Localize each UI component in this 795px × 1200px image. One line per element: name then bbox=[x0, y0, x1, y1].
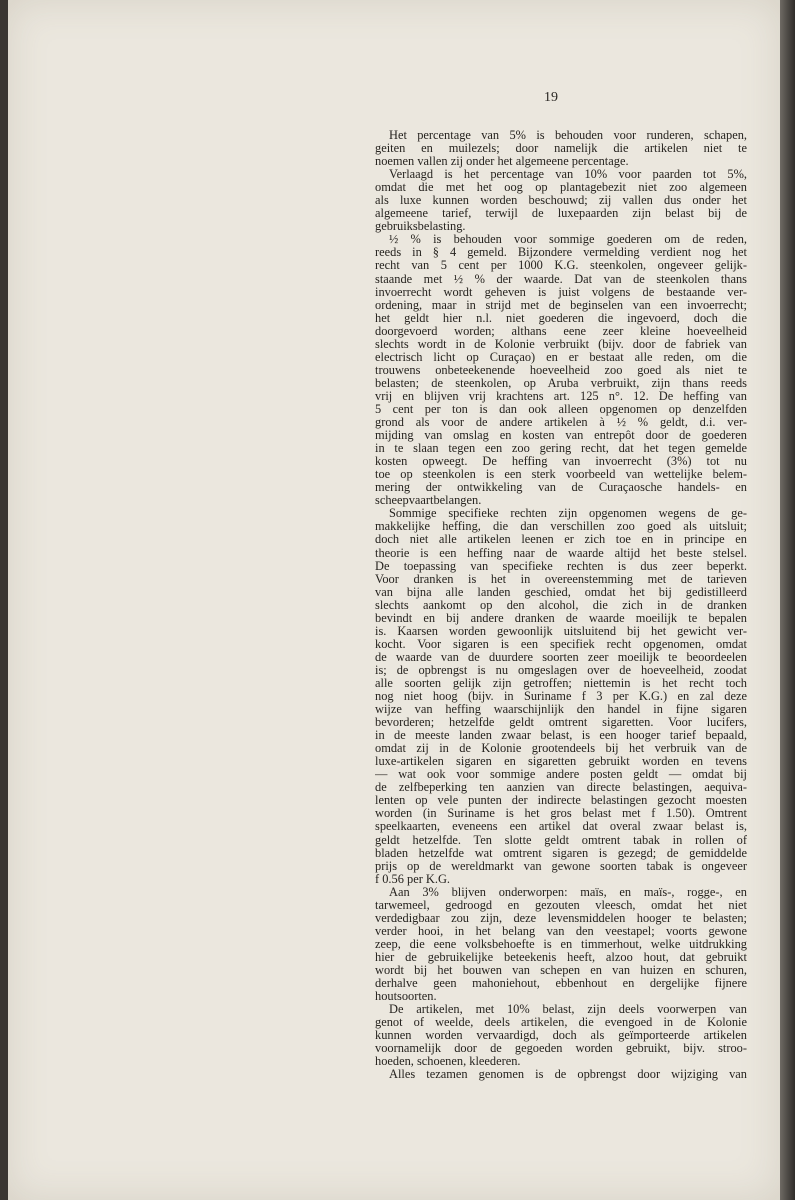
text-line: vrij en blijven vrij krachtens art. 125 n°. 12. De heffing van bbox=[375, 389, 747, 403]
text-line: 5 cent per ton is dan ook alleen opgenomen op denzelfden bbox=[375, 402, 747, 416]
text-line: reeds in § 4 gemeld. Bijzondere vermelding verdient nog het bbox=[375, 246, 747, 260]
text-line: doch niet alle artikelen leenen er zich toe en in principe en bbox=[375, 533, 747, 547]
text-line: grond als voor de andere artikelen à ½ % geldt, d.i. ver- bbox=[375, 416, 747, 430]
document-page bbox=[8, 0, 780, 1200]
text-line: worden (in Suriname is het gros belast met f 1.50). Omtrent bbox=[375, 807, 747, 821]
text-line: wijze van heffing waarschijnlijk den handel in fijne sigaren bbox=[375, 703, 747, 717]
text-line: scheepvaartbelangen. bbox=[375, 494, 482, 508]
page-number: 19 bbox=[544, 90, 558, 105]
text-line: als luxe kunnen worden beschouwd; zij vallen dus onder het bbox=[375, 194, 747, 208]
text-line: f 0.56 per K.G. bbox=[375, 872, 451, 886]
text-line: voornamelijk door de gegoeden worden gebruikt, bijv. stroo- bbox=[375, 1042, 747, 1056]
text-line: van bijna alle landen geschied, omdat het bij gedistilleerd bbox=[375, 585, 747, 599]
text-line: lenten op vele punten der indirecte belastingen gezocht moesten bbox=[375, 794, 747, 808]
text-line: makkelijke heffing, die dan verschillen zoo goed als uitsluit; bbox=[375, 520, 747, 534]
text-line: gebruiksbelasting. bbox=[375, 220, 466, 234]
text-line: omdat die met het oog op plantagebezit niet zoo algemeen bbox=[375, 181, 747, 195]
text-line: Voor dranken is het in overeenstemming met de tarieven bbox=[375, 572, 747, 586]
text-line: geiten en muilezels; door namelijk die artikelen niet te bbox=[375, 142, 747, 156]
text-line: Verlaagd is het percentage van 10% voor paarden tot 5%, bbox=[389, 168, 747, 182]
text-line: omdat zij in de Kolonie grootendeels bij het verbruik van de bbox=[375, 742, 747, 756]
text-line: kunnen worden vervaardigd, doch als geïmporteerde artikelen bbox=[375, 1029, 747, 1043]
text-line: derhalve geen mahoniehout, ebbenhout en dergelijke fijnere bbox=[375, 977, 747, 991]
text-line: noemen vallen zij onder het algemeene percentage. bbox=[375, 155, 629, 169]
text-line: — wat ook voor sommige andere posten geldt — omdat bij bbox=[375, 768, 747, 782]
text-line: recht van 5 cent per 1000 K.G. steenkolen, ongeveer gelijk- bbox=[375, 259, 747, 273]
text-line: zeep, die eene volksbehoefte is en timmerhout, welke uitdrukking bbox=[375, 937, 747, 951]
text-line: nog niet hoog (bijv. in Suriname f 3 per K.G.) en zal deze bbox=[375, 690, 747, 704]
text-line: De toepassing van specifieke rechten is dus zeer beperkt. bbox=[375, 559, 747, 573]
text-line: algemeene tarief, terwijl de luxepaarden zijn belast bij de bbox=[375, 207, 747, 221]
text-line: verdedigbaar zou zijn, deze levensmiddelen hooger te belasten; bbox=[375, 911, 747, 925]
page-edge-shadow bbox=[780, 0, 795, 1200]
text-line: Het percentage van 5% is behouden voor runderen, schapen, bbox=[389, 129, 747, 142]
text-line: slechts aankomt op den alcohol, die zich in de dranken bbox=[375, 598, 747, 612]
text-line: speelkaarten, eveneens een artikel dat overal zwaar belast is, bbox=[375, 820, 747, 834]
text-line: bevindt en bij andere dranken de waarde moeilijk te bepalen bbox=[375, 611, 747, 625]
text-line: luxe-artikelen sigaren en sigaretten gebruikt worden en tevens bbox=[375, 755, 747, 769]
text-line: kocht. Voor sigaren is een specifiek recht opgenomen, omdat bbox=[375, 637, 747, 651]
text-line: genot of weelde, deels artikelen, die evengoed in de Kolonie bbox=[375, 1016, 747, 1030]
text-line: in te slaan tegen een zoo gering recht, dat het tegen gemelde bbox=[375, 442, 747, 456]
text-line: doorgevoerd worden; althans eene zeer kleine hoeveelheid bbox=[375, 324, 747, 338]
text-line: mering der ontwikkeling van de Curaçaosche handels- en bbox=[375, 481, 747, 495]
text-line: invoerrecht wordt geheven is juist volgens de bestaande ver- bbox=[375, 285, 747, 299]
text-line: bevorderen; hetzelfde geldt omtrent sigaretten. Voor lucifers, bbox=[375, 716, 747, 730]
text-line: hier de gebruikelijke beteekenis heeft, alzoo hout, dat gebruikt bbox=[375, 950, 747, 964]
text-line: alle soorten gelijk zijn getroffen; niettemin is het recht toch bbox=[375, 676, 747, 690]
text-line: theorie is een heffing naar de waarde altijd het beste stelsel. bbox=[375, 546, 747, 560]
text-line: de zelfbeperking ten aanzien van directe belastingen, aequiva- bbox=[375, 781, 747, 795]
text-line: trouwens onbeteekenende hoeveelheid zoo goed als niet te bbox=[375, 363, 747, 377]
text-line: het geldt hier n.l. niet goederen die ingevoerd, doch die bbox=[375, 311, 747, 325]
text-line: toe op steenkolen is een sterk voorbeeld van wettelijke belem- bbox=[375, 468, 747, 482]
text-line: is; de opbrengst is nu omgeslagen over de hoeveelheid, zoodat bbox=[375, 663, 747, 677]
text-line: prijs op de wereldmarkt van gewone soorten tabak is ongeveer bbox=[375, 859, 747, 873]
text-line: tarwemeel, gedroogd en gezouten vleesch, omdat het niet bbox=[375, 898, 747, 912]
text-line: electrisch licht op Curaçao) en er bestaat alle reden, om die bbox=[375, 350, 747, 364]
text-line: slechts wordt in de Kolonie verbruikt (bijv. door de fabriek van bbox=[375, 337, 747, 351]
text-line: belasten; de steenkolen, op Aruba verbruikt, zijn thans reeds bbox=[375, 376, 747, 390]
text-line: geldt hetzelfde. Ten slotte geldt omtrent tabak in rollen of bbox=[375, 833, 747, 847]
text-line: staande met ½ % der waarde. Dat van de steenkolen thans bbox=[375, 272, 747, 286]
text-line: De artikelen, met 10% belast, zijn deels voorwerpen van bbox=[389, 1003, 747, 1017]
text-line: Aan 3% blijven onderworpen: maïs, en maïs-, rogge-, en bbox=[389, 885, 747, 899]
text-line: ordening, maar in strijd met de beginselen van een invoerrecht; bbox=[375, 298, 747, 312]
text-line: houtsoorten. bbox=[375, 990, 437, 1004]
text-line: in de meeste landen zwaar belast, is een hooger tarief bepaald, bbox=[375, 729, 747, 743]
text-line: wordt bij het bouwen van schepen en van huizen en schuren, bbox=[375, 964, 747, 977]
text-line: Alles tezamen genomen is de opbrengst door wijziging van bbox=[389, 1068, 747, 1082]
text-line: mijding van omslag en kosten van entrepôt door de goederen bbox=[375, 429, 747, 443]
body-text bbox=[375, 129, 747, 1081]
text-line: Sommige specifieke rechten zijn opgenomen wegens de ge- bbox=[389, 507, 747, 521]
text-line: bladen hetzelfde wat omtrent sigaren is gezegd; de gemiddelde bbox=[375, 846, 747, 860]
text-line: ½ % is behouden voor sommige goederen om de reden, bbox=[389, 233, 747, 247]
text-line: de waarde van de duurdere soorten zeer moeilijk te beoordeelen bbox=[375, 650, 747, 664]
text-line: hoeden, schoenen, kleederen. bbox=[375, 1055, 521, 1069]
text-line: is. Kaarsen worden gewoonlijk uitsluitend bij het gewicht ver- bbox=[375, 624, 747, 638]
text-line: verder hooi, in het belang van den veestapel; voorts gewone bbox=[375, 924, 747, 938]
text-line: kosten opweegt. De heffing van invoerrecht (3%) tot nu bbox=[375, 455, 747, 469]
